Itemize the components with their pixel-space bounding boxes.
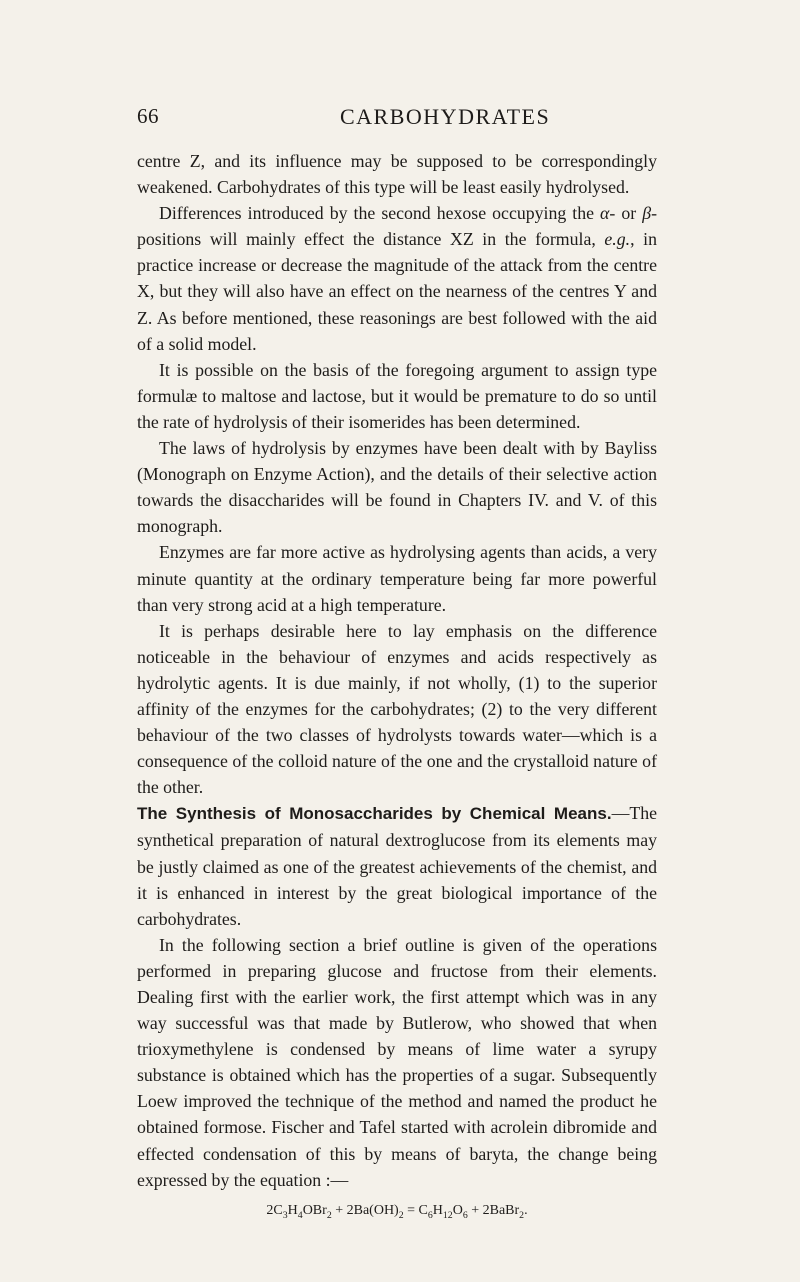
- eq-part: H: [432, 1203, 443, 1218]
- text-run: - or: [609, 203, 643, 224]
- eq-subscript: 2: [398, 1209, 404, 1221]
- eq-part: O: [452, 1203, 463, 1218]
- text-run: Differences introduced by the second hexose occupying the: [159, 203, 601, 224]
- eq-part: H: [287, 1203, 298, 1218]
- paragraph: centre Z, and its influence may be supposed to be correspondingly weakened. Carbohydrates of this type will be least easily hydrolysed.: [137, 151, 657, 198]
- text-run: , in practice increase or decrease the magnitude of the attack from the centre X, but they will also have an effect on the nearness of the centres Y and Z. As before mentioned, these reasonings are best followed with the aid of a solid model.: [137, 229, 657, 354]
- eq-part: .: [524, 1203, 528, 1218]
- greek-beta: β: [642, 203, 652, 224]
- eq-subscript: 2: [326, 1209, 332, 1221]
- body-text: [137, 148, 657, 1193]
- paragraph: It is possible on the basis of the foregoing argument to assign type formulæ to maltose and lactose, but it would be premature to do so until the rate of hydrolysis of their isomerides has been determined.: [137, 359, 657, 432]
- running-head: CARBOHYDRATES: [340, 104, 551, 129]
- eq-part: = C: [403, 1203, 428, 1218]
- paragraph: Enzymes are far more active as hydrolysing agents than acids, a very minute quantity at the ordinary temperature being far more powerful than very strong acid at a high temperature.: [137, 542, 657, 615]
- page-header: [137, 104, 657, 134]
- eq-part: OBr: [302, 1203, 327, 1218]
- paragraph: It is perhaps desirable here to lay emphasis on the difference noticeable in the behaviour of enzymes and acids respectively as hydrolytic agents. It is due mainly, if not wholly, (1) to the superior affinity of the enzymes for the carbohydrates; (2) to the very different behaviour of the two classes of hydrolysts towards water—which is a consequence of the colloid nature of the one and the crystalloid nature of the other.: [137, 620, 657, 798]
- paragraph: In the following section a brief outline is given of the operations performed in preparing glucose and fructose from their elements. Dealing first with the earlier work, the first attempt which was in any way successful was that made by Butlerow, who showed that when trioxymethylene is condensed by means of lime water a syrupy substance is obtained which has the properties of a sugar. Subsequently Loew improved the technique of the method and named the product he obtained formose. Fischer and Tafel started with acrolein dibromide and effected condensation of this by means of baryta, the change being expressed by the equation :—: [137, 934, 657, 1190]
- eq-subscript: 3: [282, 1209, 288, 1221]
- eq-subscript: 2: [519, 1209, 525, 1221]
- greek-alpha: α: [600, 203, 610, 224]
- paragraph: [137, 800, 657, 931]
- chemical-equation: [187, 1203, 607, 1219]
- paragraph: [137, 200, 657, 357]
- section-heading: The Synthesis of Monosaccharides by Chemical Means.: [137, 804, 612, 824]
- eq-part: 2C: [266, 1203, 283, 1218]
- page-number: 66: [137, 104, 159, 128]
- eq-part: + 2BaBr: [467, 1203, 520, 1218]
- eq-part: + 2Ba(OH): [331, 1203, 399, 1218]
- abbreviation: e.g.: [604, 229, 631, 250]
- text-run: - positions will mainly effect the distance XZ in the formula,: [137, 203, 657, 250]
- eq-subscript: 4: [297, 1209, 303, 1221]
- eq-subscript: 12: [442, 1209, 453, 1221]
- eq-subscript: 6: [462, 1209, 468, 1221]
- text-run: —The synthetical preparation of natural dextroglucose from its elements may be justly claimed as one of the greatest achievements of the chemist, and it is enhanced in interest by the great biological importance of the carbohydrates.: [137, 803, 657, 929]
- paragraph: The laws of hydrolysis by enzymes have been dealt with by Bayliss (Monograph on Enzyme Action), and the details of their selective action towards the disaccharides will be found in Chapters IV. and V. of this monograph.: [137, 438, 657, 537]
- eq-subscript: 6: [427, 1209, 433, 1221]
